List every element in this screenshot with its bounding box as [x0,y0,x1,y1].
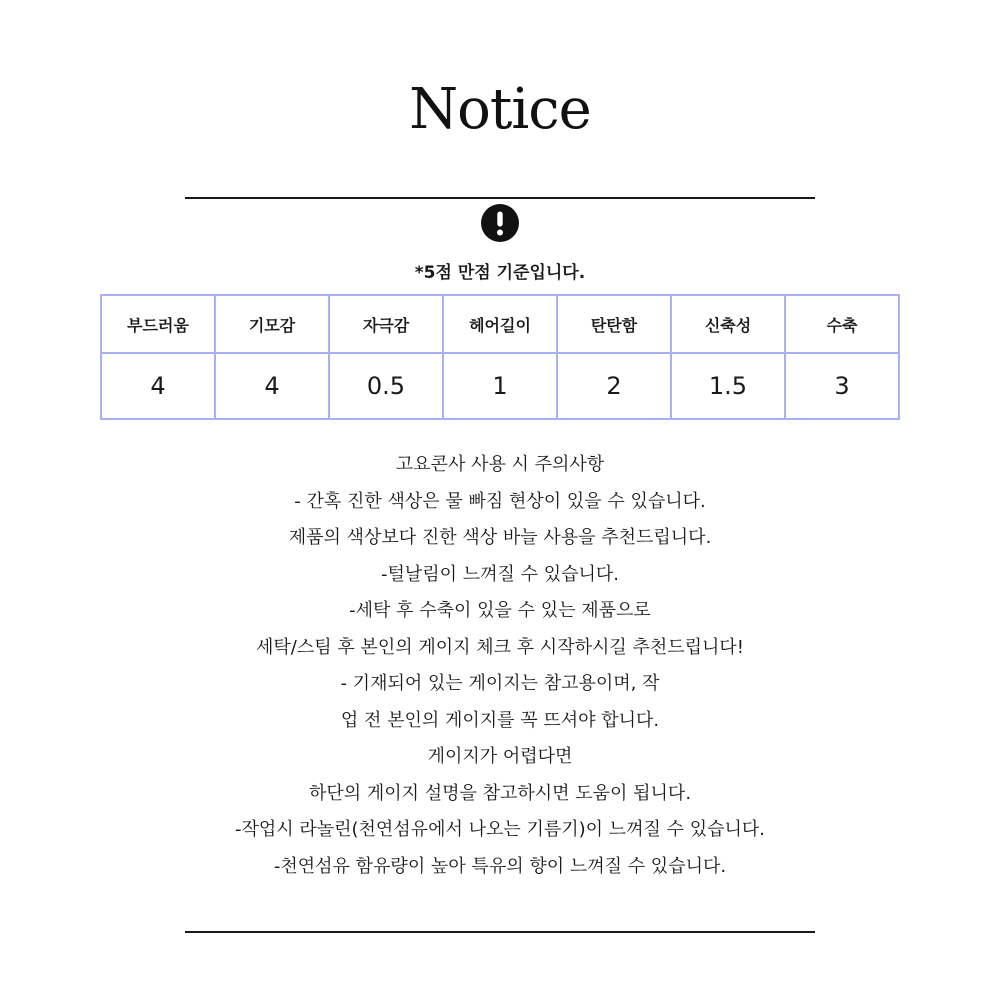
note-line: -세탁 후 수축이 있을 수 있는 제품으로 [349,600,651,621]
header-shrinkage: 수축 [785,295,899,353]
value-shrinkage: 3 [785,353,899,419]
note-line: 게이지가 어렵다면 [427,746,573,767]
value-fuzziness: 4 [215,353,329,419]
note-line: 업 전 본인의 게이지를 꼭 뜨셔야 합니다. [340,709,660,731]
header-softness: 부드러움 [101,295,215,353]
rating-scale-note: *5점 만점 기준입니다. [414,263,586,283]
note-line: -털날림이 느껴질 수 있습니다. [380,563,620,585]
header-elasticity: 신축성 [671,295,785,353]
ratings-table [100,294,900,420]
bottom-divider [185,931,815,933]
note-line: - 간혹 진한 색상은 물 빠짐 현상이 있을 수 있습니다. [294,490,706,512]
header-hair-length: 헤어길이 [443,295,557,353]
note-line: 세탁/스팀 후 본인의 게이지 체크 후 시작하시길 추천드립니다! [255,636,745,658]
header-firmness: 탄탄함 [557,295,671,353]
value-irritation: 0.5 [329,353,443,419]
exclamation-circle-icon [481,204,519,242]
header-fuzziness: 기모감 [215,295,329,353]
value-hair-length: 1 [443,353,557,419]
note-line: - 기재되어 있는 게이지는 참고용이며, 작 [340,673,660,694]
note-line: -천연섬유 함유량이 높아 특유의 향이 느껴질 수 있습니다. [273,855,727,877]
note-line: 하단의 게이지 설명을 참고하시면 도움이 됩니다. [308,782,692,804]
notes-heading: 고요콘사 사용 시 주의사항 [395,454,605,475]
ratings-header-row [101,295,899,353]
value-firmness: 2 [557,353,671,419]
care-notes [100,447,900,885]
note-line: 제품의 색상보다 진한 색상 바늘 사용을 추천드립니다. [288,527,712,548]
top-divider [185,197,815,199]
ratings-value-row [101,353,899,419]
note-line: -작업시 라놀린(천연섬유에서 나오는 기름기)이 느껴질 수 있습니다. [234,819,766,840]
page-title: Notice [409,77,591,142]
header-irritation: 자극감 [329,295,443,353]
value-elasticity: 1.5 [671,353,785,419]
value-softness: 4 [101,353,215,419]
